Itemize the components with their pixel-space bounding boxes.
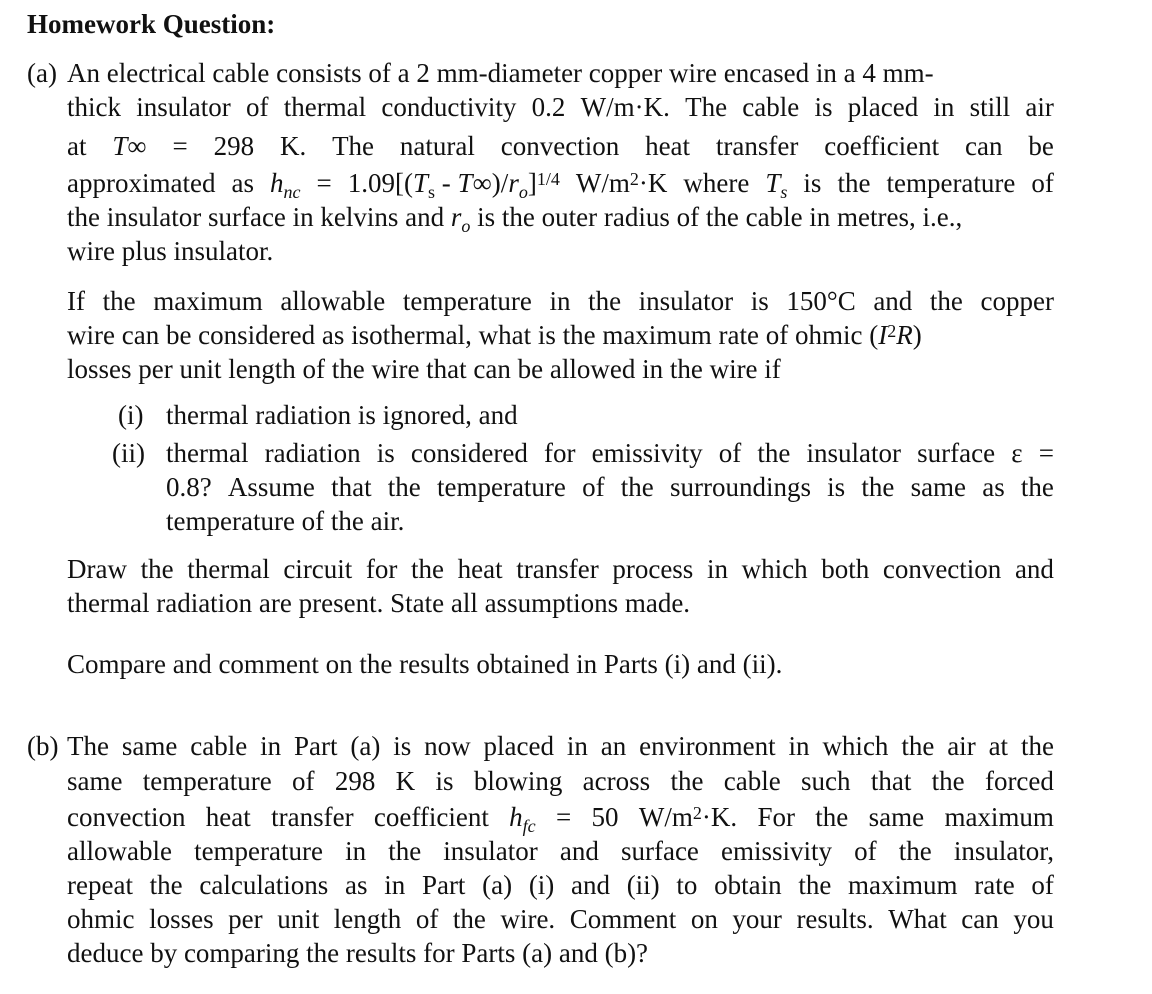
part-b-line-1: The same cable in Part (a) is now placed in an environment in which the air at the (67, 731, 1054, 761)
part-a-p3-line-2: thermal radiation are present. State all assumptions made. (67, 588, 691, 618)
part-a-p2-line-3: losses per unit length of the wire that can be allowed in the wire if (67, 354, 781, 384)
part-b-line-5: repeat the calculations as in Part (a) (i) and (ii) to obtain the maximum rate of (67, 870, 1054, 900)
part-a-p2-line-2: wire can be considered as isothermal, what is the maximum rate of ohmic $(I^2R)$ (67, 320, 922, 350)
part-a-p3-line-1: Draw the thermal circuit for the heat transfer process in which both convection and (67, 554, 1054, 584)
item-ii-line-3: temperature of the air. (166, 506, 405, 536)
part-a-marker: (a) (27, 58, 57, 88)
item-i-marker: (i) (118, 400, 144, 430)
item-i-line-1: thermal radiation is ignored, and (166, 400, 518, 430)
part-a-p1-line-2: thick insulator of thermal conductivity 0.2 W/m·K. The cable is placed in still air (67, 92, 1054, 122)
part-b-line-4: allowable temperature in the insulator and surface emissivity of the insulator, (67, 836, 1054, 866)
item-ii-line-1: thermal radiation is considered for emissivity of the insulator surface ε = (166, 438, 1054, 468)
part-b-marker: (b) (27, 731, 59, 761)
item-ii-line-2: 0.8? Assume that the temperature of the surroundings is the same as the (166, 472, 1054, 502)
part-a-p1-line-5: the insulator surface in kelvins and $r_o$ is the outer radius of the cable in metres, i.e., (67, 202, 963, 236)
part-a-p1-line-6: wire plus insulator. (67, 236, 274, 266)
part-a-p4: Compare and comment on the results obtained in Parts (i) and (ii). (67, 649, 783, 679)
part-b-line-7: deduce by comparing the results for Parts (a) and (b)? (67, 938, 649, 968)
part-a-p1-line-1 (67, 56, 1054, 90)
part-b-line-6: ohmic losses per unit length of the wire. Comment on your results. What can you (67, 904, 1054, 934)
part-a-p2-line-1: If the maximum allowable temperature in the insulator is 150°C and the copper (67, 286, 1054, 316)
page-title: Homework Question: (27, 9, 276, 39)
part-a-p1-line-4: approximated as $h_{nc}$ = $1.09[(T_s - T\infty)/r_o]^{1/4}$ $W/m^2\cdot K$ where $T_s$ is the temperature of (67, 168, 1054, 202)
item-ii-marker: (ii) (112, 438, 145, 468)
part-a-p1-line-3: at T∞ = 298 K. The natural convection heat transfer coefficient can be (67, 131, 1054, 161)
part-b-line-2: same temperature of 298 K is blowing across the cable such that the forced (67, 766, 1054, 796)
part-b-line-3: convection heat transfer coefficient $h_{fc}$ = 50 $W/m^2\cdot K$. For the same maximum (67, 802, 1054, 836)
text: An electrical cable consists of a 2 mm-diameter copper wire encased in a 4 mm- (67, 58, 934, 88)
